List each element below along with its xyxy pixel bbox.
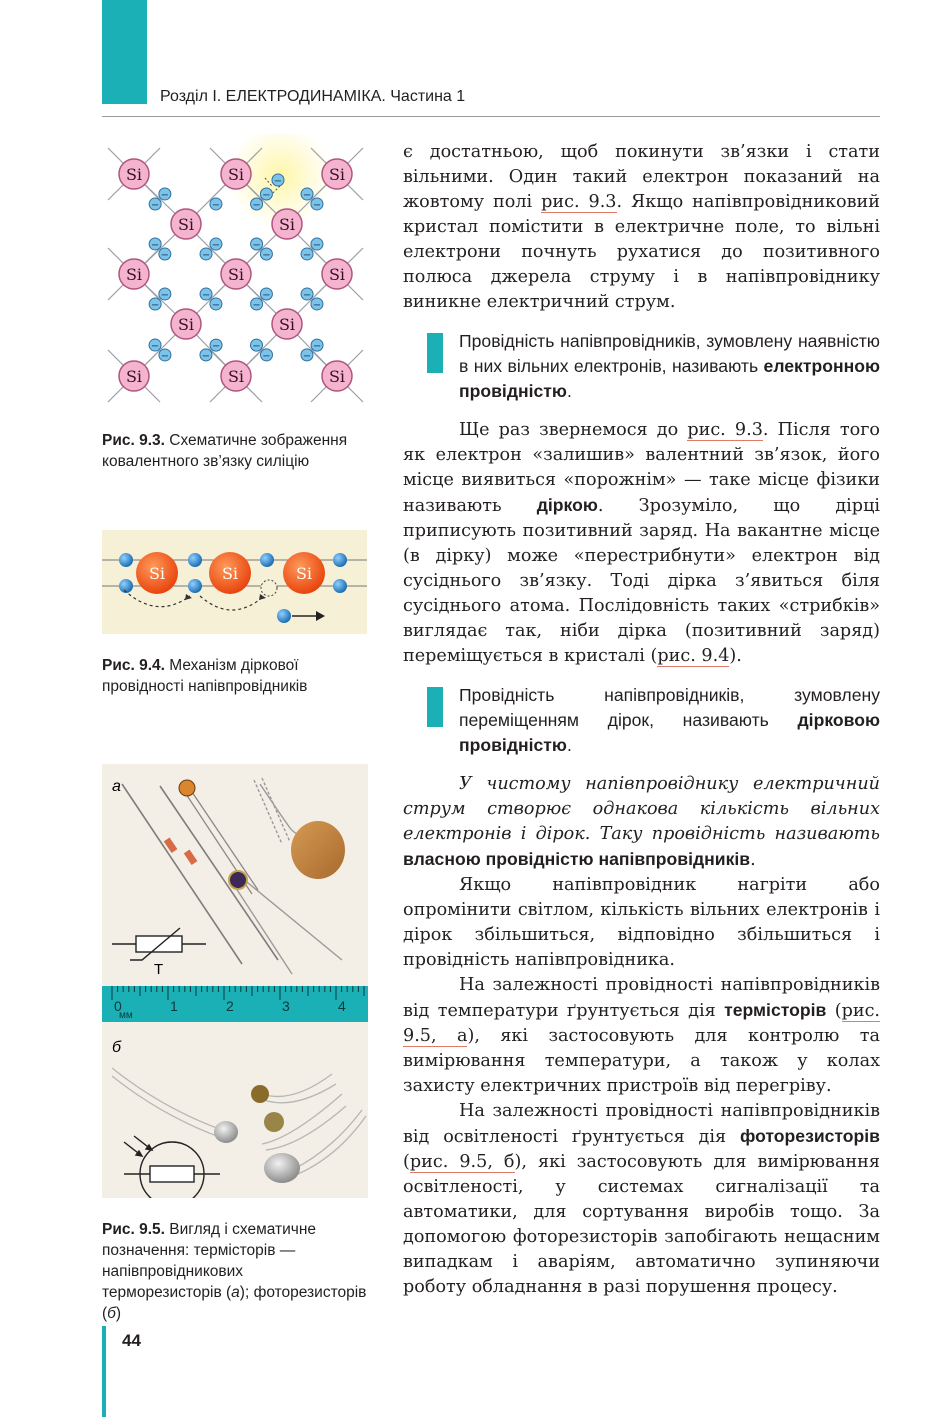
caption-letter-a: а bbox=[231, 1284, 240, 1301]
electron bbox=[210, 198, 222, 211]
electron bbox=[260, 553, 274, 567]
electron bbox=[301, 349, 313, 362]
figure-9-5-components bbox=[102, 764, 368, 1198]
svg-text:Si: Si bbox=[328, 367, 346, 386]
footer-bar bbox=[102, 1326, 106, 1417]
svg-text:−: − bbox=[211, 240, 221, 252]
svg-text:−: − bbox=[312, 199, 322, 211]
term: термісторів bbox=[724, 1000, 827, 1020]
svg-text:Si: Si bbox=[227, 367, 245, 386]
svg-text:−: − bbox=[252, 199, 261, 211]
si-atom bbox=[283, 552, 325, 594]
svg-text:Si: Si bbox=[295, 564, 313, 583]
si-atom bbox=[322, 259, 352, 289]
caption-text-end: ) bbox=[115, 1305, 122, 1322]
svg-text:Si: Si bbox=[148, 564, 166, 583]
free-electron bbox=[272, 174, 284, 187]
svg-text:−: − bbox=[150, 300, 160, 312]
svg-text:Si: Si bbox=[125, 165, 143, 184]
running-header: Розділ I. ЕЛЕКТРОДИНАМІКА. Частина 1 bbox=[160, 88, 466, 105]
svg-text:−: − bbox=[252, 341, 261, 353]
electron bbox=[159, 248, 171, 261]
caption-label: Рис. 9.4. bbox=[102, 657, 165, 674]
svg-text:Si: Si bbox=[328, 165, 346, 184]
figure-ref[interactable]: рис. 9.5, б bbox=[409, 1152, 515, 1172]
si-atom bbox=[272, 309, 302, 339]
svg-text:Si: Si bbox=[177, 215, 195, 234]
svg-text:−: − bbox=[252, 240, 261, 252]
svg-text:−: − bbox=[150, 341, 160, 353]
ruler-unit: мм bbox=[119, 1010, 133, 1021]
electron bbox=[210, 298, 222, 311]
svg-text:Si: Si bbox=[328, 265, 346, 284]
figure-ref[interactable]: рис. 9.5, а bbox=[403, 1001, 881, 1046]
free-electron bbox=[277, 609, 291, 623]
svg-text:−: − bbox=[302, 190, 312, 202]
figure-9-5-caption bbox=[102, 1219, 367, 1324]
svg-text:−: − bbox=[160, 350, 170, 362]
electron bbox=[119, 579, 133, 593]
ruler-label: 3 bbox=[282, 998, 290, 1014]
electron bbox=[149, 298, 161, 311]
paragraph-3: У чистому напівпровіднику електричний струм створює однакова кількість вільних електронів і дірок. Таку провідність називають власною провідністю напівпровідників. bbox=[403, 774, 880, 870]
electron bbox=[311, 298, 323, 311]
electron bbox=[251, 339, 263, 352]
svg-text:−: − bbox=[262, 190, 271, 202]
electron bbox=[159, 188, 171, 201]
svg-text:−: − bbox=[150, 200, 160, 212]
svg-text:−: − bbox=[211, 341, 221, 353]
si-atom bbox=[221, 159, 251, 189]
panel-b-label: б bbox=[112, 1039, 121, 1056]
electron bbox=[159, 288, 171, 301]
electron bbox=[311, 238, 323, 251]
electron bbox=[251, 298, 263, 311]
figure-9-4-caption bbox=[102, 655, 367, 697]
svg-text:−: − bbox=[312, 299, 322, 311]
svg-text:−: − bbox=[302, 249, 312, 261]
page-number: 44 bbox=[122, 1331, 141, 1350]
caption-text: Схематичне зображення ковалентного зв’язку силіцію bbox=[102, 432, 348, 470]
svg-text:Si: Si bbox=[177, 315, 195, 334]
svg-text:−: − bbox=[211, 299, 221, 311]
si-atom bbox=[322, 361, 352, 391]
svg-text:−: − bbox=[302, 290, 312, 302]
hole bbox=[261, 580, 277, 596]
ruler-label: 4 bbox=[338, 998, 346, 1014]
caption-label: Рис. 9.5. bbox=[102, 1221, 165, 1238]
caption-label: Рис. 9.3. bbox=[102, 432, 165, 449]
svg-text:Si: Si bbox=[227, 165, 245, 184]
svg-text:−: − bbox=[262, 249, 271, 261]
electron bbox=[159, 349, 171, 362]
paragraph-4: Якщо напівпровідник нагріти або опромінити світлом, кількість вільних електронів і дірок збільшиться, відповідно збільшиться і провідність напівпровідника. bbox=[403, 875, 880, 970]
svg-text:−: − bbox=[201, 249, 211, 261]
svg-text:−: − bbox=[150, 239, 160, 251]
svg-text:−: − bbox=[160, 189, 170, 201]
electron bbox=[210, 339, 222, 352]
paragraph-6: На залежності провідності напівпровідників від освітленості ґрунтується дія фоторезисторів (рис. 9.5, б), які застосовують для вимірювання освітленості, у системах сигналізації та автоматики, для сортування виробів тощо. За допомогою фоторезисторів запобігають нещасним випадкам і аваріям, автоматично зупиняючи роботу обладнання в разі порушення процесу. bbox=[403, 1101, 880, 1297]
paragraph-1: є достатньою, щоб покинути зв’язки і стати вільними. Один такий електрон показаний на жовтому полі рис. 9.3. Якщо напівпровідниковий кристал помістити в електричне поле, то вільні електрони почнуть рухатися до позитивного полюса джерела струму і в напівпровіднику виникне електричний струм. bbox=[403, 142, 880, 312]
definition-electron-conductivity: Провідність напівпровідників, зумовлену наявністю в них вільних електронів, називають електронною провідністю. bbox=[403, 329, 880, 404]
main-text-column bbox=[403, 140, 880, 1300]
si-atom bbox=[119, 361, 149, 391]
electron bbox=[333, 579, 347, 593]
si-atom bbox=[221, 361, 251, 391]
ruler-label: 2 bbox=[226, 998, 234, 1014]
electron bbox=[333, 553, 347, 567]
ruler-label: 1 bbox=[170, 998, 178, 1014]
svg-text:−: − bbox=[262, 290, 271, 302]
term: фоторезисторів bbox=[739, 1126, 880, 1146]
electron bbox=[311, 339, 323, 352]
thermistor-symbol-letter: T bbox=[154, 961, 164, 978]
caption-text: Вигляд і схематичне позначення: термісторів — напівпровідникових терморезисторів ( bbox=[102, 1221, 317, 1301]
svg-text:−: − bbox=[160, 289, 170, 301]
paragraph-5: На залежності провідності напівпровідників від температури ґрунтується дія термісторів (рис. 9.5, а), які застосовують для контролю та вимірювання температури, а також у колах захисту електричних пристроїв від перегріву. bbox=[403, 975, 881, 1096]
electron bbox=[188, 579, 202, 593]
chapter-tab bbox=[102, 0, 147, 104]
electron bbox=[260, 349, 272, 362]
svg-text:Si: Si bbox=[125, 367, 143, 386]
si-atom bbox=[136, 552, 178, 594]
electron bbox=[301, 248, 313, 261]
caption-text: Механізм діркової провідності напівпровідників bbox=[102, 657, 308, 695]
svg-text:−: − bbox=[201, 350, 211, 362]
svg-text:−: − bbox=[262, 350, 271, 362]
caption-text-mid: ); фоторезисторів ( bbox=[102, 1284, 367, 1322]
figure-ref[interactable]: рис. 9.3 bbox=[687, 420, 763, 440]
svg-text:Si: Si bbox=[125, 265, 143, 284]
panel-b-background bbox=[102, 1022, 368, 1198]
electron bbox=[200, 349, 212, 362]
electron bbox=[260, 248, 272, 261]
figure-9-3-lattice bbox=[102, 134, 368, 414]
definition-marker bbox=[427, 687, 443, 727]
electron bbox=[200, 248, 212, 261]
paragraph-2: Ще раз звернемося до рис. 9.3. Після того як електрон «залишив» валентний зв’язок, його місце виявиться «порожнім» — таке місце фізики називають діркою. Зрозуміло, що дірці приписують позитивний заряд. На вакантне місце (в дірку) може «перестрибнути» електрон від сусіднього зв’язку. Тоді дірка з’явиться біля сусіднього атома. Послідовність таких «стрибків» виглядає так, ніби дірка (позитивний заряд) переміщується в кристалі (рис. 9.4). bbox=[403, 420, 881, 666]
definition-marker bbox=[427, 333, 443, 373]
ruler-label: 0 bbox=[114, 998, 122, 1014]
figure-9-4-hole-mechanism bbox=[102, 530, 367, 634]
electron bbox=[311, 198, 323, 211]
electron bbox=[149, 198, 161, 211]
svg-text:Si: Si bbox=[221, 564, 239, 583]
header-rule bbox=[102, 116, 880, 117]
term: власною провідністю напівпровідників bbox=[403, 849, 751, 869]
svg-text:Si: Si bbox=[227, 265, 245, 284]
svg-text:−: − bbox=[302, 350, 312, 362]
si-atom bbox=[119, 259, 149, 289]
svg-text:−: − bbox=[273, 176, 283, 187]
si-atom bbox=[171, 209, 201, 239]
si-atom bbox=[209, 552, 251, 594]
svg-text:Si: Si bbox=[278, 315, 296, 334]
panel-a-label: а bbox=[112, 778, 121, 795]
svg-text:−: − bbox=[312, 240, 322, 252]
svg-text:Si: Si bbox=[278, 215, 296, 234]
si-atom bbox=[171, 309, 201, 339]
svg-text:−: − bbox=[312, 341, 322, 353]
figure-ref[interactable]: рис. 9.3 bbox=[541, 192, 617, 212]
si-atom bbox=[322, 159, 352, 189]
term: електронною провідністю bbox=[459, 356, 880, 401]
caption-letter-b: б bbox=[107, 1305, 116, 1322]
svg-text:−: − bbox=[201, 290, 211, 302]
si-atom bbox=[119, 159, 149, 189]
electron bbox=[260, 288, 272, 301]
definition-hole-conductivity: Провідність напівпровідників, зумовлену переміщенням дірок, називають дірковою провідністю. bbox=[403, 683, 880, 758]
svg-text:−: − bbox=[211, 199, 221, 211]
figure-ref[interactable]: рис. 9.4 bbox=[657, 646, 730, 666]
electron bbox=[119, 553, 133, 567]
svg-text:−: − bbox=[252, 299, 261, 311]
electron bbox=[188, 553, 202, 567]
si-atom bbox=[221, 259, 251, 289]
svg-text:−: − bbox=[160, 250, 170, 262]
si-atom bbox=[272, 209, 302, 239]
term: діркою bbox=[536, 495, 598, 515]
electron bbox=[260, 188, 272, 201]
electron bbox=[210, 238, 222, 251]
figure-9-3-caption bbox=[102, 430, 367, 472]
term: дірковою провідністю bbox=[459, 710, 880, 755]
